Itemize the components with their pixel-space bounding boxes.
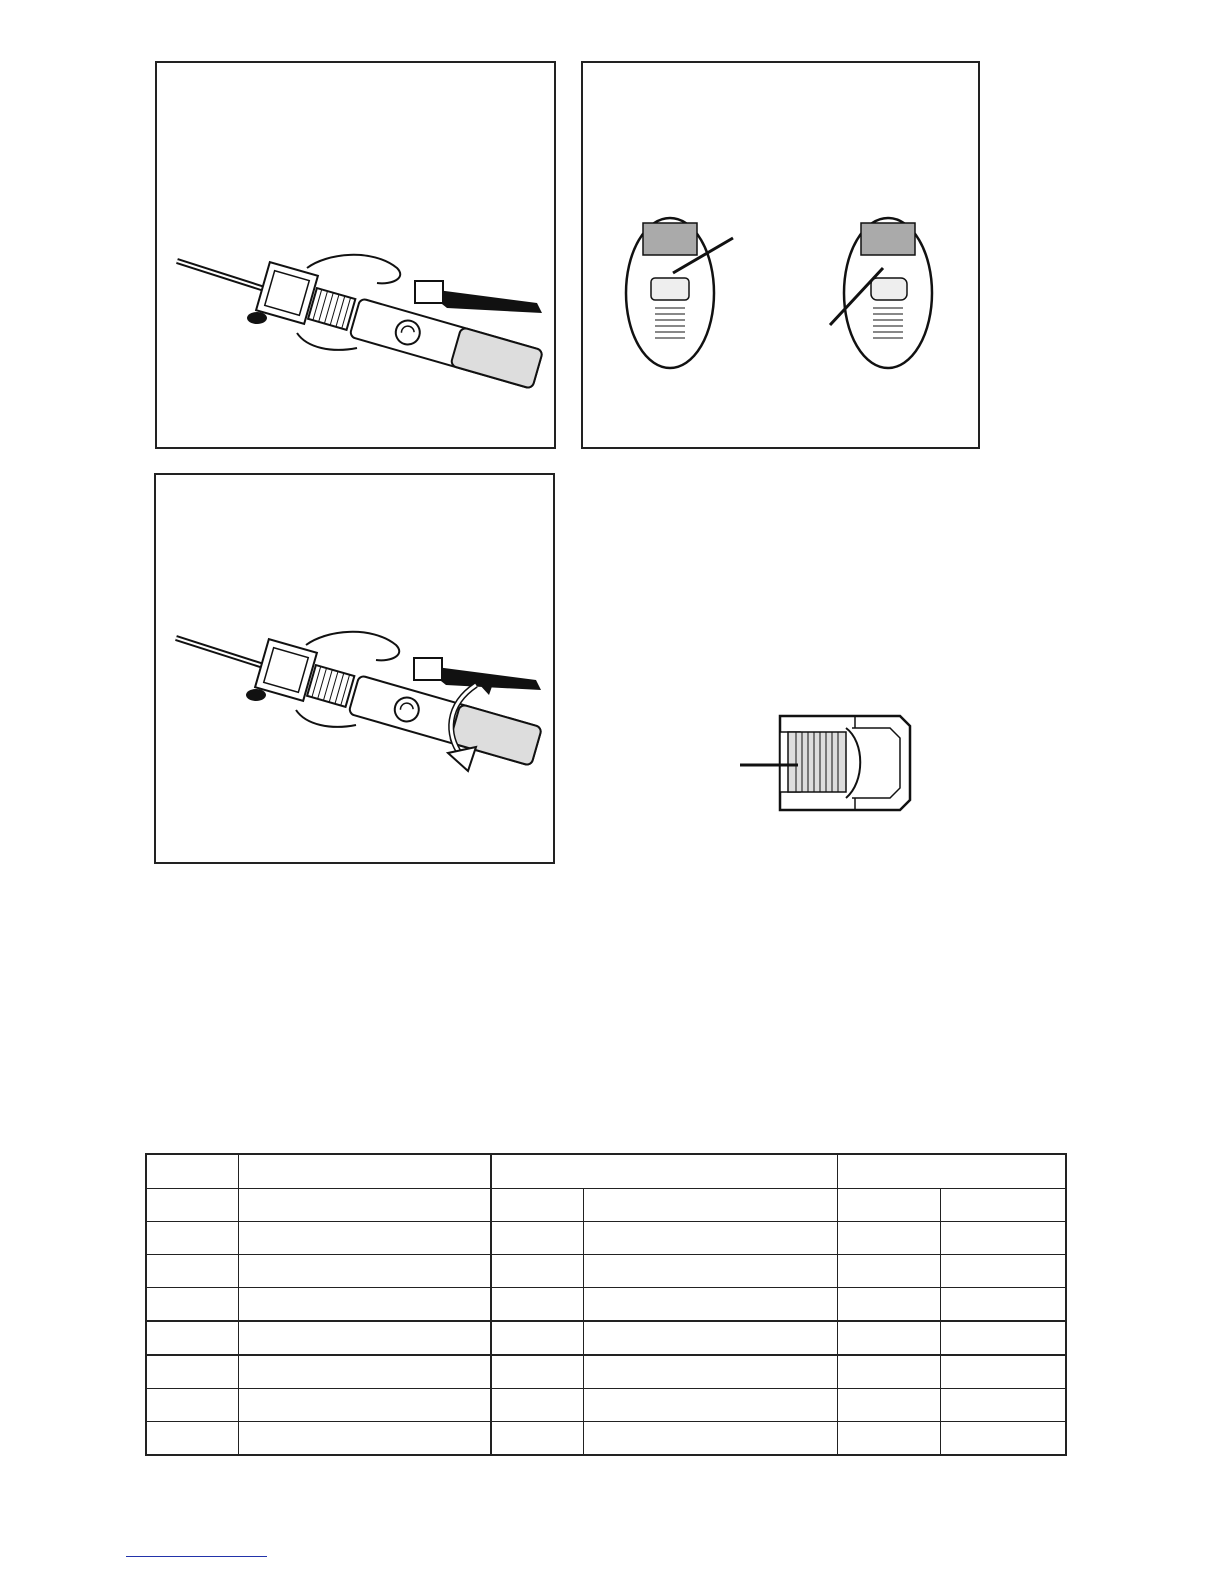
table-cell xyxy=(146,1255,238,1288)
figure-panel-cone-closeups xyxy=(581,61,980,449)
table-cell xyxy=(491,1255,583,1288)
table-cell xyxy=(583,1422,837,1456)
table-cell xyxy=(146,1389,238,1422)
figure-threaded-fitting xyxy=(740,712,915,814)
table-cell xyxy=(146,1321,238,1355)
table-cell xyxy=(837,1355,940,1389)
table-cell xyxy=(491,1288,583,1322)
table-header-row xyxy=(146,1154,1066,1189)
closeup-right xyxy=(830,218,932,368)
table-cell xyxy=(940,1389,1066,1422)
table-header-cell xyxy=(837,1154,1066,1189)
table-row xyxy=(146,1255,1066,1288)
table-cell xyxy=(583,1288,837,1322)
table-cell xyxy=(491,1355,583,1389)
table-cell xyxy=(583,1321,837,1355)
figure-panel-tool-rotate xyxy=(154,473,555,864)
table-cell xyxy=(238,1321,491,1355)
table-row xyxy=(146,1288,1066,1322)
table-cell xyxy=(238,1422,491,1456)
table-cell xyxy=(491,1222,583,1255)
table-cell xyxy=(491,1422,583,1456)
table-row xyxy=(146,1321,1066,1355)
closeup-left xyxy=(626,218,733,368)
table-cell xyxy=(940,1222,1066,1255)
table-cell xyxy=(238,1355,491,1389)
table-header-cell xyxy=(238,1154,491,1189)
fitting-cutaway-illustration xyxy=(740,712,915,814)
table-cell xyxy=(146,1189,238,1222)
table-cell xyxy=(837,1389,940,1422)
table-row xyxy=(146,1355,1066,1389)
table-cell xyxy=(583,1355,837,1389)
table-row xyxy=(146,1422,1066,1456)
figure-panel-tool-in-hand xyxy=(155,61,556,449)
table-cell xyxy=(940,1422,1066,1456)
table-cell xyxy=(583,1222,837,1255)
table-cell xyxy=(837,1288,940,1322)
table-cell xyxy=(238,1255,491,1288)
table-cell xyxy=(146,1222,238,1255)
table-cell xyxy=(837,1189,940,1222)
table-cell xyxy=(491,1389,583,1422)
table-subheader-row xyxy=(146,1189,1066,1222)
table-cell xyxy=(146,1422,238,1456)
table-cell xyxy=(940,1355,1066,1389)
table-cell xyxy=(238,1222,491,1255)
table-cell xyxy=(491,1321,583,1355)
footer-rule xyxy=(126,1556,267,1557)
table-cell xyxy=(238,1389,491,1422)
table-cell xyxy=(238,1189,491,1222)
flaring-tool-rotate-illustration xyxy=(156,475,557,866)
table-cell xyxy=(940,1321,1066,1355)
table-cell xyxy=(583,1255,837,1288)
table-row xyxy=(146,1222,1066,1255)
table-header-cell xyxy=(146,1154,238,1189)
flaring-tool-illustration xyxy=(157,63,558,451)
table-header-cell xyxy=(491,1154,837,1189)
table-cell xyxy=(583,1389,837,1422)
spec-table xyxy=(145,1153,1067,1456)
table-cell xyxy=(837,1255,940,1288)
table-cell xyxy=(491,1189,583,1222)
table-cell xyxy=(837,1321,940,1355)
table-cell xyxy=(940,1288,1066,1322)
table-cell xyxy=(583,1189,837,1222)
table-cell xyxy=(146,1355,238,1389)
table-row xyxy=(146,1389,1066,1422)
table-cell xyxy=(837,1422,940,1456)
table-cell xyxy=(940,1255,1066,1288)
table-cell xyxy=(146,1288,238,1322)
table-cell xyxy=(940,1189,1066,1222)
table-cell xyxy=(238,1288,491,1322)
cone-closeup-illustration xyxy=(583,63,982,451)
table-cell xyxy=(837,1222,940,1255)
